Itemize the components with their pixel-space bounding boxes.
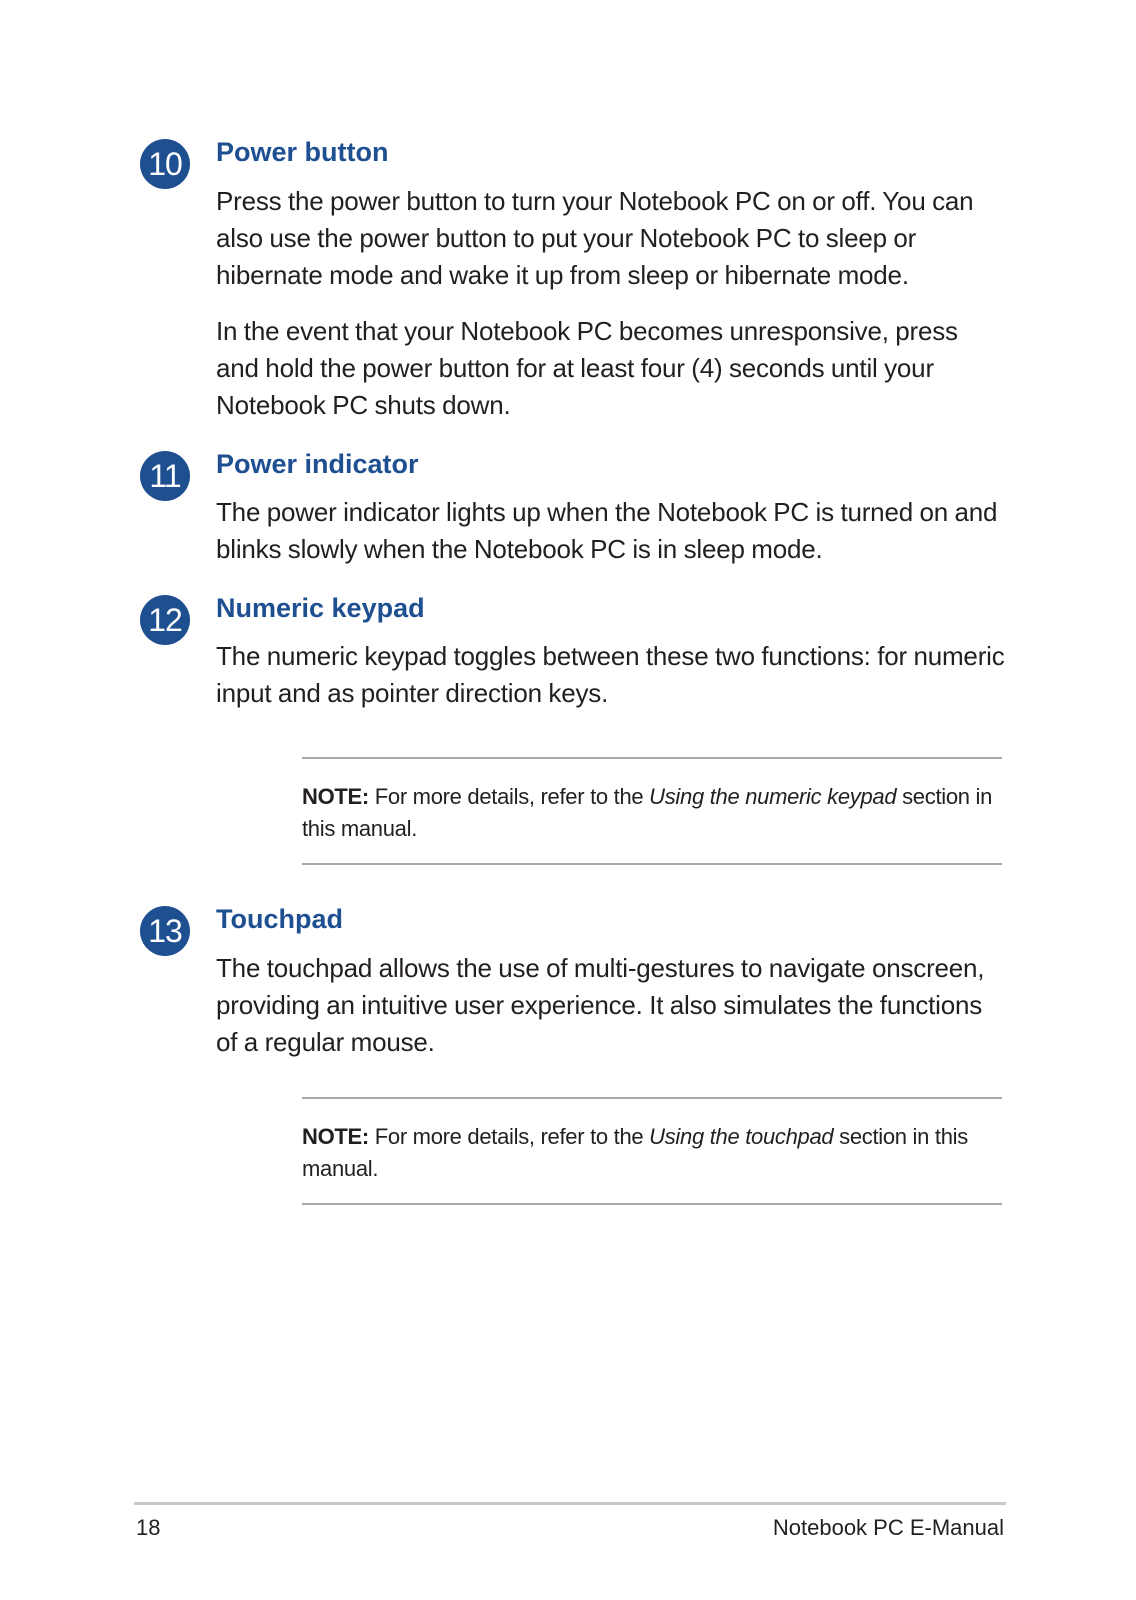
heading-touchpad: Touchpad [216, 904, 343, 934]
section-number-badge-10: 10 [140, 139, 190, 189]
power-indicator-paragraph: The power indicator lights up when the Notebook PC is turned on and blinks slowly when the Notebook PC is in sleep mode. [216, 497, 998, 564]
note-before: For more details, refer to the [368, 1124, 650, 1149]
note-text-numeric-keypad [302, 781, 1002, 845]
numeric-keypad-paragraph: The numeric keypad toggles between these two functions: for numeric input and as pointer direction keys. [216, 641, 1005, 708]
power-button-paragraph-1: Press the power button to turn your Notebook PC on or off. You can also use the power button to put your Notebook PC to sleep or hibernate mode and wake it up from sleep or hibernate mode. [216, 186, 974, 290]
footer-page-number: 18 [136, 1515, 161, 1540]
section-number-badge-12: 12 [140, 595, 190, 645]
heading-numeric-keypad: Numeric keypad [216, 593, 425, 623]
section-number-badge-11: 11 [140, 451, 190, 501]
note-before: For more details, refer to the [368, 784, 650, 809]
note-text-touchpad [302, 1121, 1002, 1185]
heading-power-button: Power button [216, 137, 389, 167]
touchpad-paragraph: The touchpad allows the use of multi-gestures to navigate onscreen, providing an intuitive user experience. It also simulates the functions of a regular mouse. [216, 953, 985, 1057]
note-reference-link: Using the numeric keypad [649, 784, 897, 809]
note-label: NOTE: [302, 1124, 369, 1149]
note-label: NOTE: [302, 784, 369, 809]
footer-divider [134, 1502, 1006, 1505]
note-box-touchpad [302, 1097, 1002, 1205]
note-after: section in this manual. [302, 1124, 968, 1181]
power-button-paragraph-2: In the event that your Notebook PC becomes unresponsive, press and hold the power button for at least four (4) seconds until your Notebook PC shuts down. [216, 316, 958, 420]
section-number-badge-13: 13 [140, 906, 190, 956]
note-reference-link: Using the touchpad [649, 1124, 834, 1149]
heading-power-indicator: Power indicator [216, 449, 419, 479]
note-after: section in this manual. [302, 784, 993, 841]
note-box-numeric-keypad [302, 757, 1002, 865]
footer-manual-title: Notebook PC E-Manual [772, 1515, 1004, 1540]
